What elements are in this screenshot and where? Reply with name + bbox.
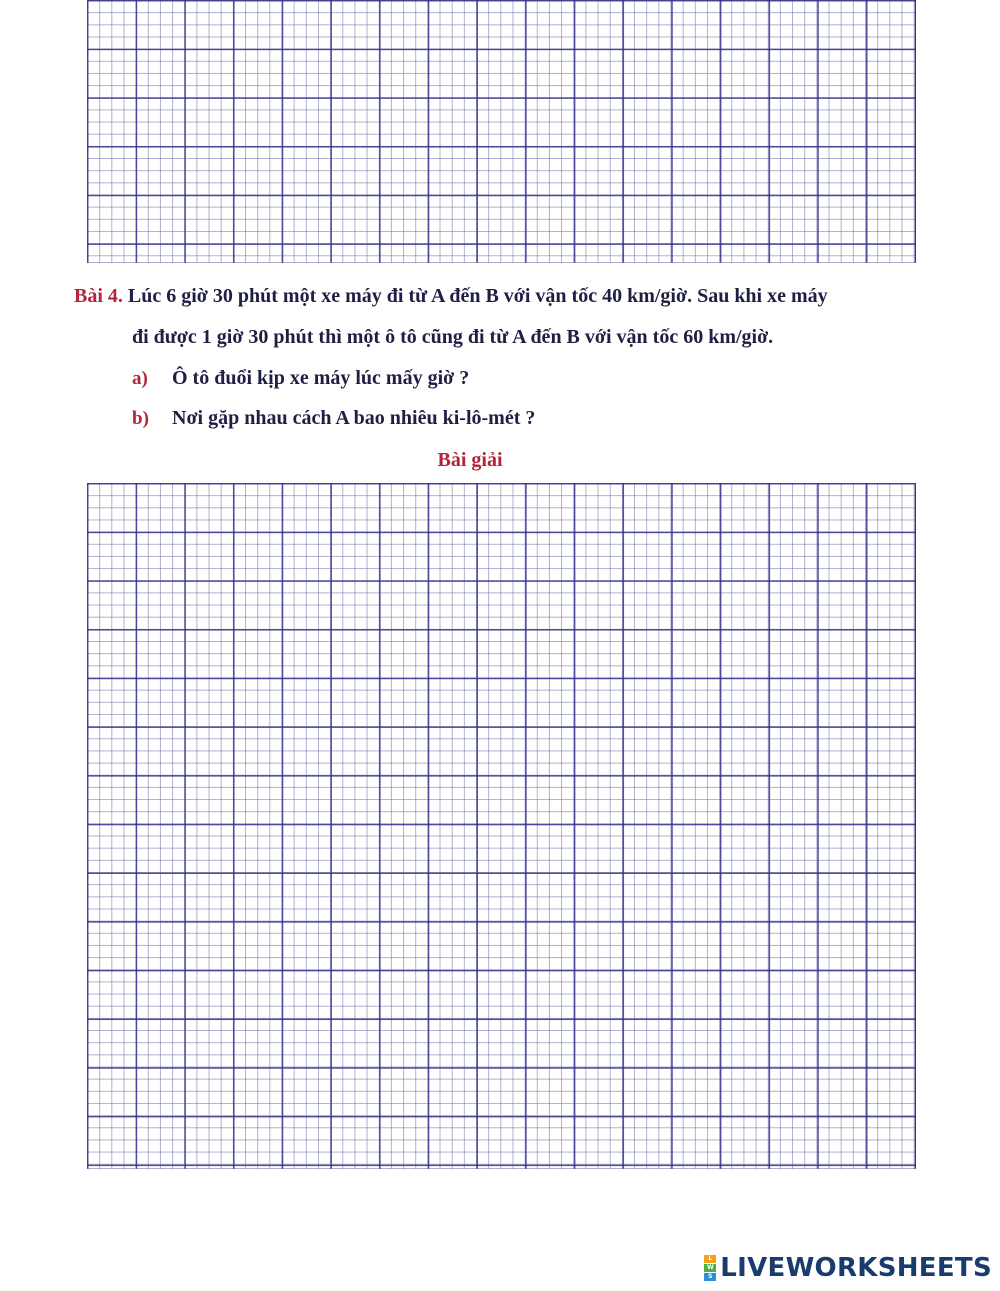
problem-text-1: Lúc 6 giờ 30 phút một xe máy đi từ A đến B với vận tốc 40 km/giờ. Sau khi xe máy [127, 285, 828, 307]
question-b-letter: b) [132, 408, 149, 429]
question-a [132, 367, 469, 390]
question-b [132, 407, 535, 430]
brand-icon: L W S [704, 1255, 716, 1281]
problem-label: Bài 4. [74, 285, 123, 307]
problem-line-1 [74, 285, 828, 308]
problem-line-2: đi được 1 giờ 30 phút thì một ô tô cũng đi từ A đến B với vận tốc 60 km/giờ. [132, 326, 774, 348]
answer-grid-bottom[interactable] [87, 483, 916, 1169]
brand-logo [704, 1253, 992, 1283]
question-a-letter: a) [132, 368, 148, 389]
brand-name: LIVEWORKSHEETS [720, 1253, 992, 1283]
question-a-text: Ô tô đuổi kịp xe máy lúc mấy giờ ? [172, 367, 470, 389]
solution-title: Bài giải [437, 449, 503, 471]
question-b-text: Nơi gặp nhau cách A bao nhiêu ki-lô-mét ? [172, 407, 536, 429]
answer-grid-top[interactable] [87, 0, 916, 263]
